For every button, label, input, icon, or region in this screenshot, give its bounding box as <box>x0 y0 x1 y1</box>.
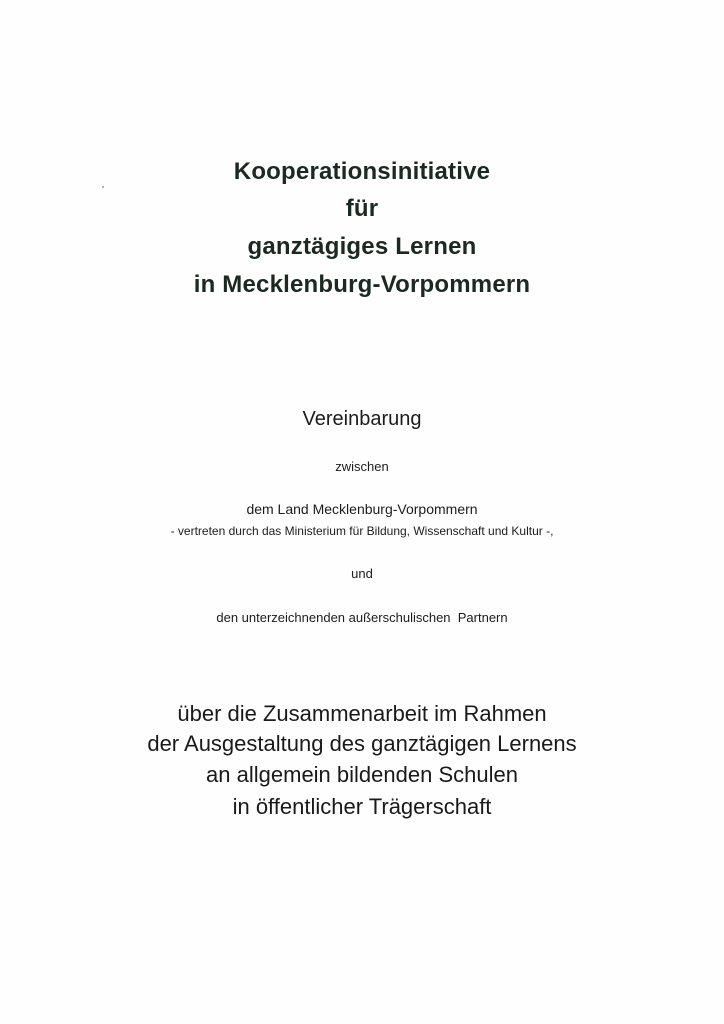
title-line-3: ganztägiges Lernen <box>247 233 477 260</box>
party-one: dem Land Mecklenburg-Vorpommern <box>246 501 478 517</box>
title-line-2: für <box>345 195 379 222</box>
party-two: den unterzeichnenden außerschulischen Partnern <box>216 610 508 625</box>
title-line-4: in Mecklenburg-Vorpommern <box>193 271 531 298</box>
title-line-1: Kooperationsinitiative <box>233 158 491 185</box>
subject-line-3: an allgemein bildenden Schulen <box>206 762 518 787</box>
party-one-representation: - vertreten durch das Ministerium für Bildung, Wissenschaft und Kultur -, <box>170 524 554 538</box>
subject-line-1: über die Zusammenarbeit im Rahmen <box>177 701 547 726</box>
subject-line-2: der Ausgestaltung des ganztägigen Lernens <box>147 731 577 756</box>
agreement-heading: Vereinbarung <box>302 408 422 430</box>
subject-line-4: in öffentlicher Trägerschaft <box>232 794 492 819</box>
between-label: zwischen <box>335 459 389 474</box>
and-label: und <box>351 566 373 581</box>
